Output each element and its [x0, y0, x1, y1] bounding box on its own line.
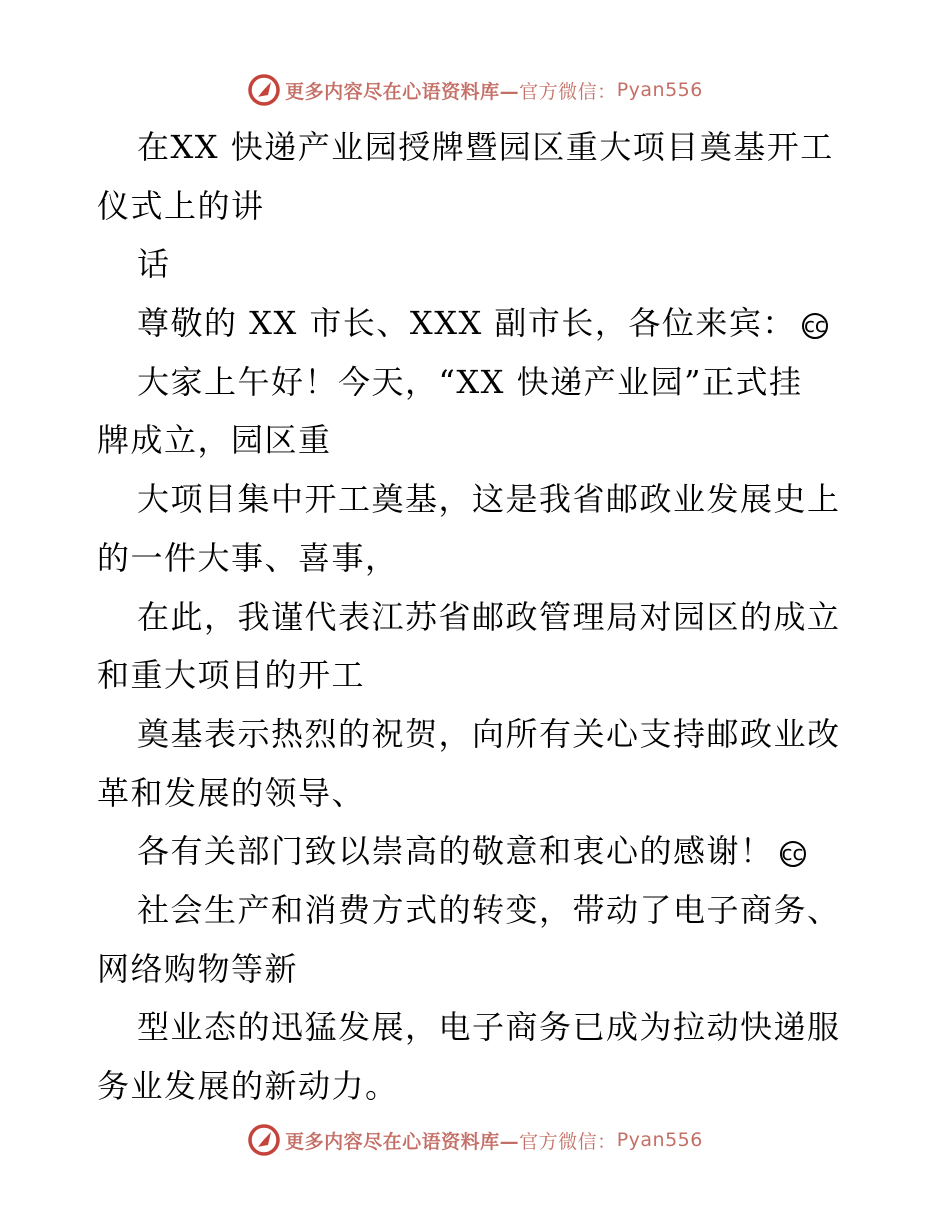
text-line — [97, 470, 857, 529]
text-line-content: 社会生产和消费方式的转变，带动了电子商务、 — [137, 890, 841, 929]
watermark-account: Pyan556 — [616, 1129, 703, 1151]
text-line — [97, 1057, 857, 1116]
text-line — [97, 881, 857, 940]
text-line-content: 话 — [137, 245, 171, 284]
text-line — [97, 588, 857, 647]
text-line-content: 革和发展的领导、 — [97, 773, 366, 812]
text-line-content: 牌成立，园区重 — [97, 421, 332, 460]
text-line-content: 奠基表示热烈的祝贺，向所有关心支持邮政业改 — [137, 714, 841, 753]
text-line — [97, 353, 857, 412]
watermark-wechat-label: 官方微信： — [519, 80, 617, 103]
text-line-content: 在XX 快递产业园授牌暨园区重大项目奠基开工 — [137, 128, 834, 166]
quill-logo-icon — [247, 1123, 281, 1157]
text-line-content: 和重大项目的开工 — [97, 656, 366, 695]
document-body — [97, 118, 857, 1116]
text-line — [97, 998, 857, 1057]
text-line-content: 在此，我谨代表江苏省邮政管理局对园区的成立 — [137, 597, 841, 636]
watermark-account: Pyan556 — [616, 79, 703, 101]
text-line — [97, 177, 857, 236]
text-line-content: 型业态的迅猛发展，电子商务已成为拉动快递服 — [137, 1008, 841, 1047]
text-line-content: 的一件大事、喜事， — [97, 538, 399, 577]
text-line — [97, 235, 857, 294]
watermark-main-text: 更多内容尽在心语资料库— — [285, 80, 520, 103]
paragraph-mark-icon: cc — [803, 312, 826, 337]
text-line — [97, 411, 857, 470]
watermark-wechat-label: 官方微信： — [519, 1130, 617, 1153]
text-line-content: 务业发展的新动力。 — [97, 1067, 399, 1105]
text-line — [97, 822, 857, 881]
text-line — [97, 529, 857, 588]
text-line — [97, 646, 857, 705]
watermark-main-text: 更多内容尽在心语资料库— — [285, 1130, 520, 1153]
quill-logo-icon — [247, 73, 281, 107]
text-line — [97, 294, 857, 353]
text-line — [97, 940, 857, 999]
footer-watermark — [0, 1120, 950, 1160]
text-line — [97, 118, 857, 177]
text-line-content: 网络购物等新 — [97, 949, 299, 988]
text-line — [97, 764, 857, 823]
header-watermark — [0, 70, 950, 110]
text-line-content: 仪式上的讲 — [97, 186, 265, 225]
text-line — [97, 705, 857, 764]
text-line-content: 大家上午好！今天，“XX 快递产业园”正式挂 — [137, 362, 803, 401]
text-line-content: 大项目集中开工奠基，这是我省邮政业发展史上 — [137, 480, 841, 519]
text-line-content: 各有关部门致以崇高的敬意和衷心的感谢！ — [137, 832, 774, 871]
paragraph-mark-icon: cc — [781, 840, 804, 865]
text-line-content: 尊敬的 XX 市长、XXX 副市长，各位来宾： — [137, 304, 796, 343]
